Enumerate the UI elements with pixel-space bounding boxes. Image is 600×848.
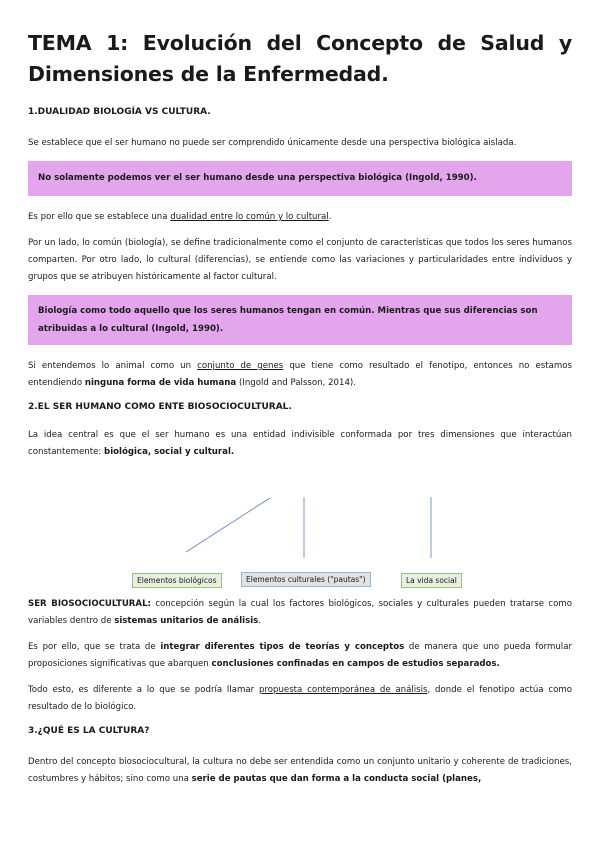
highlight-quote-2: Biología como todo aquello que los seres humanos tengan en común. Mientras que sus diferencias son atribuidas a lo cultural (Ingold, 1990). [28, 295, 572, 345]
page-title: TEMA 1: Evolución del Concepto de Salud y Dimensiones de la Enfermedad. [28, 31, 572, 86]
paragraph-3: Por un lado, lo común (biología), se define tradicionalmente como el conjunto de características que todos los seres humanos comparten. Por otro lado, lo cultural (diferencias), se entiende como las variaciones y particularidades entre individuos y grupos que se atribuyen históricamente al factor cultural. [28, 238, 572, 282]
biosociocultural-diagram [28, 470, 572, 585]
paragraph-6: SER BIOSOCIOCULTURAL: concepción según la cual los factores biológicos, sociales y culturales pueden tratarse como variables dentro de sistemas unitarios de análisis. [28, 599, 572, 626]
document-page [28, 28, 572, 797]
highlight-quote-1: No solamente podemos ver el ser humano desde una perspectiva biológica (Ingold, 1990). [28, 161, 572, 196]
box-vida-social: La vida social [401, 573, 462, 588]
paragraph-9: Dentro del concepto biosociocultural, la cultura no debe ser entendida como un conjunto unitario y coherente de tradiciones, costumbres y hábitos; sino como una serie de pautas que dan forma a la conducta social (planes, [28, 757, 572, 784]
box-elementos-biologicos: Elementos biológicos [132, 573, 222, 588]
diagram-lines [28, 470, 572, 582]
section-3-heading: 3.¿QUÉ ES LA CULTURA? [28, 726, 150, 736]
paragraph-1: Se establece que el ser humano no puede ser comprendido únicamente desde una perspectiva biológica aislada. [28, 138, 517, 148]
paragraph-4: Si entendemos lo animal como un conjunto de genes que tiene como resultado el fenotipo, entonces no estamos entendiendo ninguna forma de vida humana (Ingold and Palsson, 2014). [28, 361, 573, 388]
box-elementos-culturales: Elementos culturales ("pautas") [241, 572, 371, 587]
paragraph-7: Es por ello, que se trata de integrar diferentes tipos de teorías y conceptos de manera que uno pueda formular proposiciones significativas que abarquen conclusiones confinadas en campos de estudios separados. [28, 642, 572, 669]
section-1-heading: 1.DUALIDAD BIOLOGÍA VS CULTURA. [28, 107, 211, 117]
paragraph-5: La idea central es que el ser humano es una entidad indivisible conformada por tres dimensiones que interactúan constantemente: biológica, social y cultural. [28, 430, 572, 457]
underlined-term: dualidad entre lo común y lo cultural [170, 212, 329, 222]
section-2-heading: 2.EL SER HUMANO COMO ENTE BIOSOCIOCULTURAL. [28, 402, 292, 412]
underlined-term: propuesta contemporánea de análisis [258, 685, 428, 695]
paragraph-8: Todo esto, es diferente a lo que se podría llamar propuesta contemporánea de análisis, donde el fenotipo actúa como resultado de lo biológico. [28, 685, 572, 712]
diagram-line-diagonal [186, 498, 270, 552]
paragraph-2: Es por ello que se establece una dualidad entre lo común y lo cultural. [28, 212, 332, 222]
underlined-term: conjunto de genes [197, 361, 284, 371]
